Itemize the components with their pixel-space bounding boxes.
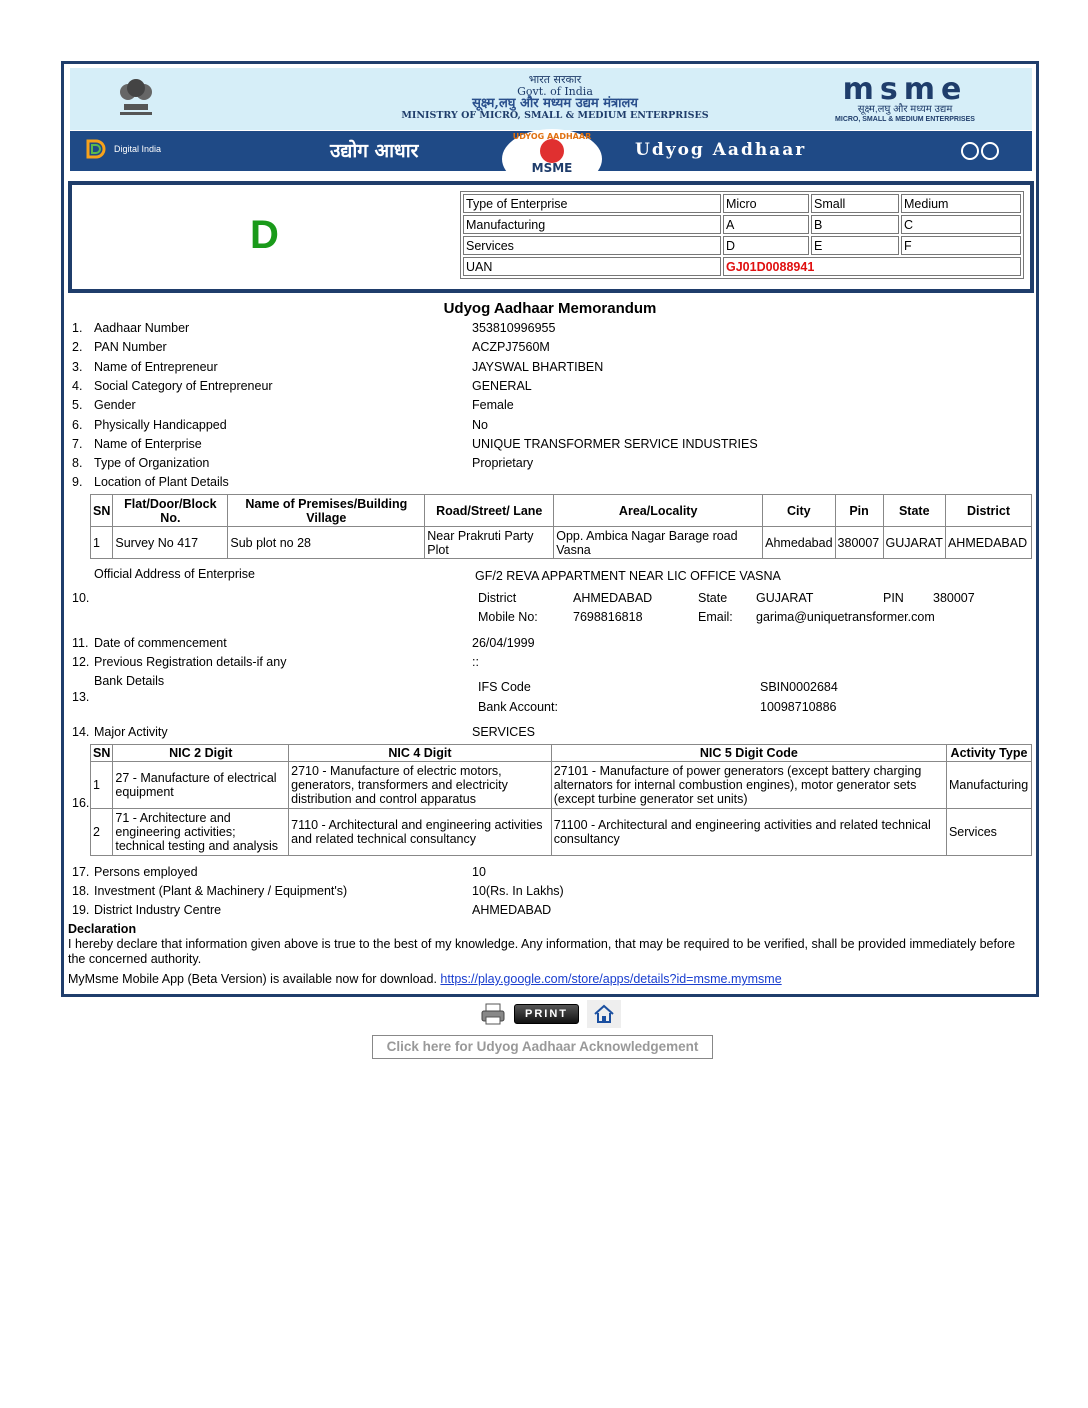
ministry-english: MINISTRY OF MICRO, SMALL & MEDIUM ENTERPRISES bbox=[401, 110, 709, 121]
field-row bbox=[68, 339, 1028, 355]
field-row bbox=[68, 378, 1028, 394]
page-title: Udyog Aadhaar Memorandum bbox=[443, 300, 657, 317]
enterprise-type-row bbox=[463, 194, 1021, 213]
print-toolbar bbox=[480, 1000, 621, 1028]
field-value: JAYSWAL BHARTIBEN bbox=[472, 359, 604, 374]
field-number: 5. bbox=[72, 398, 83, 413]
field-number: 10. bbox=[72, 591, 90, 605]
table-cell: Sub plot no 28 bbox=[228, 527, 425, 559]
app-download-line bbox=[68, 972, 1028, 986]
field-number: 17. bbox=[72, 865, 90, 879]
bank-ifs-row bbox=[68, 679, 1028, 695]
table-cell: 27 - Manufacture of electrical equipment bbox=[113, 762, 289, 809]
table-cell: 2710 - Manufacture of electric motors, generators, transformers and electricity distribution and control apparatus bbox=[289, 762, 552, 809]
major-activity-row bbox=[68, 724, 1028, 740]
field-number: 7. bbox=[72, 436, 83, 451]
field-value: ACZPJ7560M bbox=[472, 340, 550, 355]
udyog-aadhaar-badge-icon bbox=[500, 129, 604, 175]
enterprise-type-cell: D bbox=[723, 236, 809, 255]
field-value: 353810996955 bbox=[472, 321, 556, 335]
printer-icon[interactable] bbox=[480, 1002, 506, 1026]
email-label: Email: bbox=[698, 610, 733, 624]
badge-top-text: UDYOG AADHAAR bbox=[512, 132, 592, 141]
previous-registration-value: :: bbox=[472, 655, 479, 669]
declaration-heading: Declaration bbox=[68, 922, 137, 936]
udyog-hindi: उद्योग आधार bbox=[330, 140, 419, 162]
field-row bbox=[68, 397, 1028, 413]
table-cell: Manufacturing bbox=[946, 762, 1031, 809]
field-number: 8. bbox=[72, 456, 83, 471]
ministry-banner bbox=[70, 68, 1032, 130]
uan-row bbox=[463, 257, 1021, 276]
previous-registration-row bbox=[68, 654, 1028, 670]
ifs-label: IFS Code bbox=[478, 680, 531, 694]
ministry-hindi: सूक्ष्म,लघु और मध्यम उद्यम मंत्रालय bbox=[472, 96, 638, 111]
udyog-banner bbox=[70, 131, 1032, 175]
badge-bottom-text: MSME bbox=[531, 161, 573, 175]
field-number: 11. bbox=[72, 636, 89, 650]
table-cell: 1 bbox=[91, 527, 113, 559]
field-number: 12. bbox=[72, 655, 90, 669]
enterprise-type-cell: Micro bbox=[723, 194, 809, 213]
column-header: Pin bbox=[835, 495, 883, 527]
bank-details-label: Bank Details bbox=[94, 674, 165, 688]
acknowledgement-button[interactable]: Click here for Udyog Aadhaar Acknowledgement bbox=[372, 1035, 713, 1059]
table-cell: GUJARAT bbox=[883, 527, 945, 559]
field-label: Investment (Plant & Machinery / Equipment's) bbox=[94, 884, 348, 898]
field-label: Location of Plant Details bbox=[94, 475, 229, 490]
app-download-text: MyMsme Mobile App (Beta Version) is available now for download. bbox=[68, 972, 437, 986]
national-emblem-icon bbox=[110, 74, 162, 124]
nic-activity-table bbox=[90, 744, 1032, 856]
field-label: Name of Enterprise bbox=[94, 436, 202, 451]
table-cell: 1 bbox=[91, 762, 113, 809]
column-header: Road/Street/ Lane bbox=[425, 495, 554, 527]
bank-account-row bbox=[68, 699, 1028, 715]
gov-hindi: भारत सरकार bbox=[528, 73, 582, 86]
field-label: PAN Number bbox=[94, 340, 167, 355]
field-label: Type of Organization bbox=[94, 456, 210, 471]
app-download-link[interactable]: https://play.google.com/store/apps/details?id=msme.mymsme bbox=[440, 972, 782, 986]
msme-logo-text: msme bbox=[842, 72, 968, 107]
field-number: 1. bbox=[72, 321, 83, 335]
field-row bbox=[68, 320, 1028, 336]
table-cell: 7110 - Architectural and engineering activities and related technical consultancy bbox=[289, 809, 552, 856]
enterprise-type-row bbox=[463, 215, 1021, 234]
field-number: 9. bbox=[72, 475, 83, 490]
field-value: AHMEDABAD bbox=[472, 903, 552, 917]
field-number: 4. bbox=[72, 378, 83, 393]
pin-label: PIN bbox=[883, 591, 904, 605]
print-button[interactable]: PRINT bbox=[514, 1004, 579, 1024]
field-label: Gender bbox=[94, 398, 136, 413]
field-number: 16. bbox=[72, 796, 90, 810]
field-label: Physically Handicapped bbox=[94, 417, 227, 432]
msme-logo-english: MICRO, SMALL & MEDIUM ENTERPRISES bbox=[835, 116, 975, 123]
district-label: District bbox=[478, 591, 517, 605]
field-value: Proprietary bbox=[472, 456, 534, 471]
column-header: NIC 5 Digit Code bbox=[551, 745, 946, 762]
field-number: 3. bbox=[72, 359, 83, 374]
table-row bbox=[91, 809, 1032, 856]
column-header: Activity Type bbox=[946, 745, 1031, 762]
msme-logo-hindi: सूक्ष्म,लघु और मध्यम उद्यम bbox=[857, 104, 953, 115]
major-activity-value: SERVICES bbox=[472, 725, 535, 739]
official-address-row bbox=[68, 566, 1028, 582]
field-number: 14. bbox=[72, 725, 90, 739]
uan-value: GJ01D0088941 bbox=[723, 257, 1021, 276]
column-header: NIC 2 Digit bbox=[113, 745, 289, 762]
digital-india-label: Digital India bbox=[114, 144, 162, 154]
swachh-bharat-icon bbox=[950, 141, 1010, 161]
udyog-english: Udyog Aadhaar bbox=[635, 140, 807, 160]
digital-india-icon bbox=[84, 137, 110, 161]
previous-registration-label: Previous Registration details-if any bbox=[94, 655, 287, 669]
column-header: SN bbox=[91, 495, 113, 527]
table-cell: AHMEDABAD bbox=[945, 527, 1031, 559]
field-value: Female bbox=[472, 398, 514, 413]
enterprise-type-table bbox=[460, 191, 1024, 279]
field-label: Persons employed bbox=[94, 865, 198, 879]
field-label: District Industry Centre bbox=[94, 903, 222, 917]
field-number: 18. bbox=[72, 884, 90, 898]
account-label: Bank Account: bbox=[478, 700, 558, 714]
home-icon[interactable] bbox=[587, 1000, 621, 1028]
field-row bbox=[68, 455, 1028, 471]
official-address-value: GF/2 REVA APPARTMENT NEAR LIC OFFICE VASNA bbox=[475, 569, 781, 583]
field-value: 10 bbox=[472, 865, 486, 879]
nic-table-header bbox=[91, 745, 1032, 762]
plant-table-header bbox=[91, 495, 1032, 527]
ministry-text bbox=[370, 74, 740, 122]
field-row bbox=[68, 359, 1028, 375]
table-row bbox=[91, 527, 1032, 559]
table-cell: 27101 - Manufacture of power generators (except battery charging alternators for internal combustion engines), motor generator sets (except turbine generator set units) bbox=[551, 762, 946, 809]
table-cell: 71100 - Architectural and engineering activities and related technical consultancy bbox=[551, 809, 946, 856]
field-row bbox=[68, 474, 1028, 490]
enterprise-type-cell: Medium bbox=[901, 194, 1021, 213]
column-header: City bbox=[763, 495, 835, 527]
digital-india-logo bbox=[84, 137, 161, 161]
uan-label: UAN bbox=[463, 257, 721, 276]
enterprise-type-cell: Small bbox=[811, 194, 899, 213]
address-contact-row bbox=[68, 609, 1028, 625]
district-value: AHMEDABAD bbox=[573, 591, 653, 605]
field-row bbox=[68, 902, 1028, 918]
field-number: 13. bbox=[72, 690, 90, 704]
field-value: 10(Rs. In Lakhs) bbox=[472, 884, 564, 898]
field-row bbox=[68, 883, 1028, 899]
field-row bbox=[68, 417, 1028, 433]
enterprise-type-cell: B bbox=[811, 215, 899, 234]
table-cell: 71 - Architecture and engineering activities; technical testing and analysis bbox=[113, 809, 289, 856]
field-number: 19. bbox=[72, 903, 90, 917]
ifs-value: SBIN0002684 bbox=[760, 680, 838, 694]
field-value: GENERAL bbox=[472, 378, 532, 393]
enterprise-type-box bbox=[68, 181, 1034, 293]
major-activity-label: Major Activity bbox=[94, 725, 168, 739]
field-row bbox=[68, 864, 1028, 880]
enterprise-type-row bbox=[463, 236, 1021, 255]
certificate-frame bbox=[61, 61, 1039, 997]
column-header: Name of Premises/Building Village bbox=[228, 495, 425, 527]
table-cell: 2 bbox=[91, 809, 113, 856]
column-header: NIC 4 Digit bbox=[289, 745, 552, 762]
official-address-label: Official Address of Enterprise bbox=[94, 567, 255, 581]
column-header: Area/Locality bbox=[554, 495, 763, 527]
enterprise-type-cell: Services bbox=[463, 236, 721, 255]
msme-logo bbox=[815, 72, 995, 124]
address-district-row bbox=[68, 590, 1028, 606]
column-header: District bbox=[945, 495, 1031, 527]
field-number: 6. bbox=[72, 417, 83, 432]
declaration-text: I hereby declare that information given above is true to the best of my knowledge. Any information, that may be required to be verified, shall be provided immediately before the concerned authority. bbox=[68, 937, 1016, 966]
plant-location-table bbox=[90, 494, 1032, 559]
table-cell: 380007 bbox=[835, 527, 883, 559]
field-label: Social Category of Entrepreneur bbox=[94, 378, 273, 393]
enterprise-type-cell: Manufacturing bbox=[463, 215, 721, 234]
state-label: State bbox=[698, 591, 728, 605]
email-value: garima@uniquetransformer.com bbox=[756, 610, 935, 624]
table-cell: Opp. Ambica Nagar Barage road Vasna bbox=[554, 527, 763, 559]
field-label: Name of Entrepreneur bbox=[94, 359, 218, 374]
table-cell: Ahmedabad bbox=[763, 527, 835, 559]
enterprise-type-cell: A bbox=[723, 215, 809, 234]
account-value: 10098710886 bbox=[760, 700, 837, 714]
field-label: Aadhaar Number bbox=[94, 321, 190, 335]
category-letter: D bbox=[250, 213, 279, 257]
mobile-value: 7698816818 bbox=[573, 610, 643, 624]
table-cell: Survey No 417 bbox=[113, 527, 228, 559]
column-header: Flat/Door/Block No. bbox=[113, 495, 228, 527]
mobile-label: Mobile No: bbox=[478, 610, 538, 624]
enterprise-type-cell: E bbox=[811, 236, 899, 255]
pin-value: 380007 bbox=[933, 591, 975, 605]
state-value: GUJARAT bbox=[756, 591, 814, 605]
enterprise-type-cell: C bbox=[901, 215, 1021, 234]
enterprise-type-cell: F bbox=[901, 236, 1021, 255]
commencement-value: 26/04/1999 bbox=[472, 636, 535, 650]
commencement-label: Date of commencement bbox=[94, 636, 227, 650]
commencement-row bbox=[68, 635, 1028, 651]
field-row bbox=[68, 436, 1028, 452]
column-header: State bbox=[883, 495, 945, 527]
table-cell: Services bbox=[946, 809, 1031, 856]
field-value: UNIQUE TRANSFORMER SERVICE INDUSTRIES bbox=[472, 436, 758, 451]
gov-english: Govt. of India bbox=[517, 85, 593, 98]
table-row bbox=[91, 762, 1032, 809]
field-number: 2. bbox=[72, 340, 83, 355]
table-cell: Near Prakruti Party Plot bbox=[425, 527, 554, 559]
column-header: SN bbox=[91, 745, 113, 762]
enterprise-type-cell: Type of Enterprise bbox=[463, 194, 721, 213]
field-value: No bbox=[472, 417, 488, 432]
